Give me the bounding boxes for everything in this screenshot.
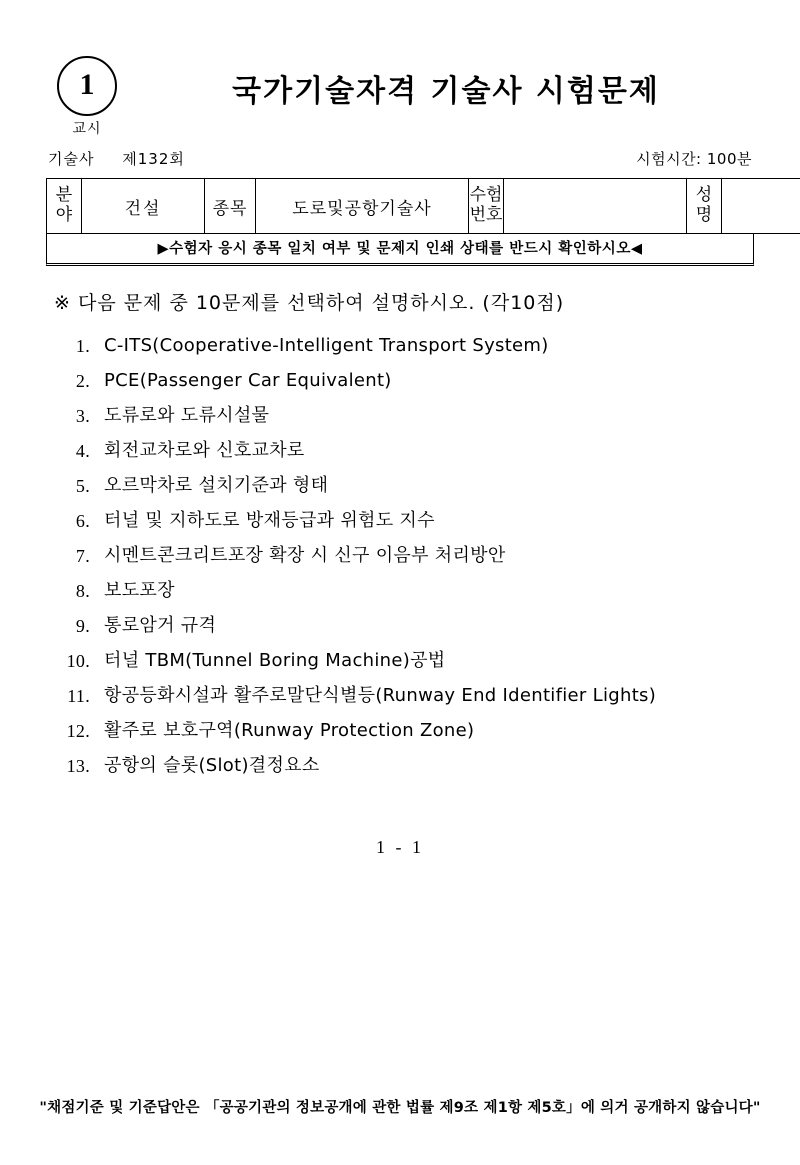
question-number: 8. [46, 582, 90, 600]
question-number: 12. [46, 722, 90, 740]
question-text: 회전교차로와 신호교차로 [104, 440, 305, 461]
list-item [46, 652, 754, 670]
question-number: 2. [46, 372, 90, 390]
exam-info-table [46, 178, 800, 234]
notice-bar: ▶수험자 응시 종목 일치 여부 및 문제지 인쇄 상태를 반드시 확인하시오◀ [46, 234, 754, 266]
question-text: 공항의 슬롯(Slot)결정요소 [104, 755, 320, 776]
page-title: 국가기술자격 기술사 시험문제 [166, 66, 726, 110]
list-item [46, 407, 754, 425]
question-number: 1. [46, 337, 90, 355]
question-text: 오르막차로 설치기준과 형태 [104, 475, 328, 496]
question-text: 도류로와 도류시설물 [104, 405, 269, 426]
kind-value: 도로및공항기술사 [256, 179, 469, 234]
list-item [46, 547, 754, 565]
session-badge [50, 56, 124, 130]
name-value[interactable] [722, 179, 800, 234]
question-number: 5. [46, 477, 90, 495]
page-number: 1 - 1 [46, 837, 754, 858]
question-number: 6. [46, 512, 90, 530]
list-item [46, 687, 754, 705]
question-text: C-ITS(Cooperative-Intelligent Transport System) [104, 335, 549, 356]
list-item [46, 582, 754, 600]
list-item [46, 442, 754, 460]
instruction-text: ※ 다음 문제 중 10문제를 선택하여 설명하시오. (각10점) [54, 288, 754, 315]
qualification-and-round [48, 148, 185, 169]
meta-line [46, 148, 754, 174]
session-number: 1 [57, 56, 117, 116]
question-number: 9. [46, 617, 90, 635]
exam-time-label: 시험시간: 100분 [636, 148, 752, 169]
list-item [46, 337, 754, 355]
question-text: 터널 및 지하도로 방재등급과 위험도 지수 [104, 510, 435, 531]
question-number: 13. [46, 757, 90, 775]
footer-note: "채점기준 및 기준답안은 「공공기관의 정보공개에 관한 법률 제9조 제1항 제5호」에 의거 공개하지 않습니다" [0, 1096, 800, 1117]
list-item [46, 372, 754, 390]
exam-number-label: 수험 번호 [469, 179, 504, 234]
question-text: 보도포장 [104, 580, 175, 601]
question-text: 항공등화시설과 활주로말단식별등(Runway End Identifier Lights) [104, 685, 656, 706]
list-item [46, 512, 754, 530]
question-number: 3. [46, 407, 90, 425]
list-item [46, 722, 754, 740]
question-number: 4. [46, 442, 90, 460]
session-label: 교시 [50, 118, 124, 138]
list-item [46, 477, 754, 495]
table-row [47, 179, 800, 234]
kind-label: 종목 [205, 179, 256, 234]
round-label: 제132회 [122, 150, 185, 168]
question-number: 11. [46, 687, 90, 705]
question-text: 활주로 보호구역(Runway Protection Zone) [104, 720, 474, 741]
exam-number-value[interactable] [504, 179, 687, 234]
question-list [46, 337, 754, 775]
question-text: 통로암거 규격 [104, 615, 216, 636]
question-text: 시멘트콘크리트포장 확장 시 신구 이음부 처리방안 [104, 545, 506, 566]
field-value: 건설 [82, 179, 205, 234]
question-text: 터널 TBM(Tunnel Boring Machine)공법 [104, 650, 445, 671]
qualification-label: 기술사 [48, 150, 94, 168]
page-header [46, 48, 754, 138]
field-label: 분 야 [47, 179, 82, 234]
question-text: PCE(Passenger Car Equivalent) [104, 370, 392, 391]
list-item [46, 757, 754, 775]
question-number: 7. [46, 547, 90, 565]
question-number: 10. [46, 652, 90, 670]
name-label: 성 명 [687, 179, 722, 234]
exam-paper-page [0, 48, 800, 1165]
list-item [46, 617, 754, 635]
